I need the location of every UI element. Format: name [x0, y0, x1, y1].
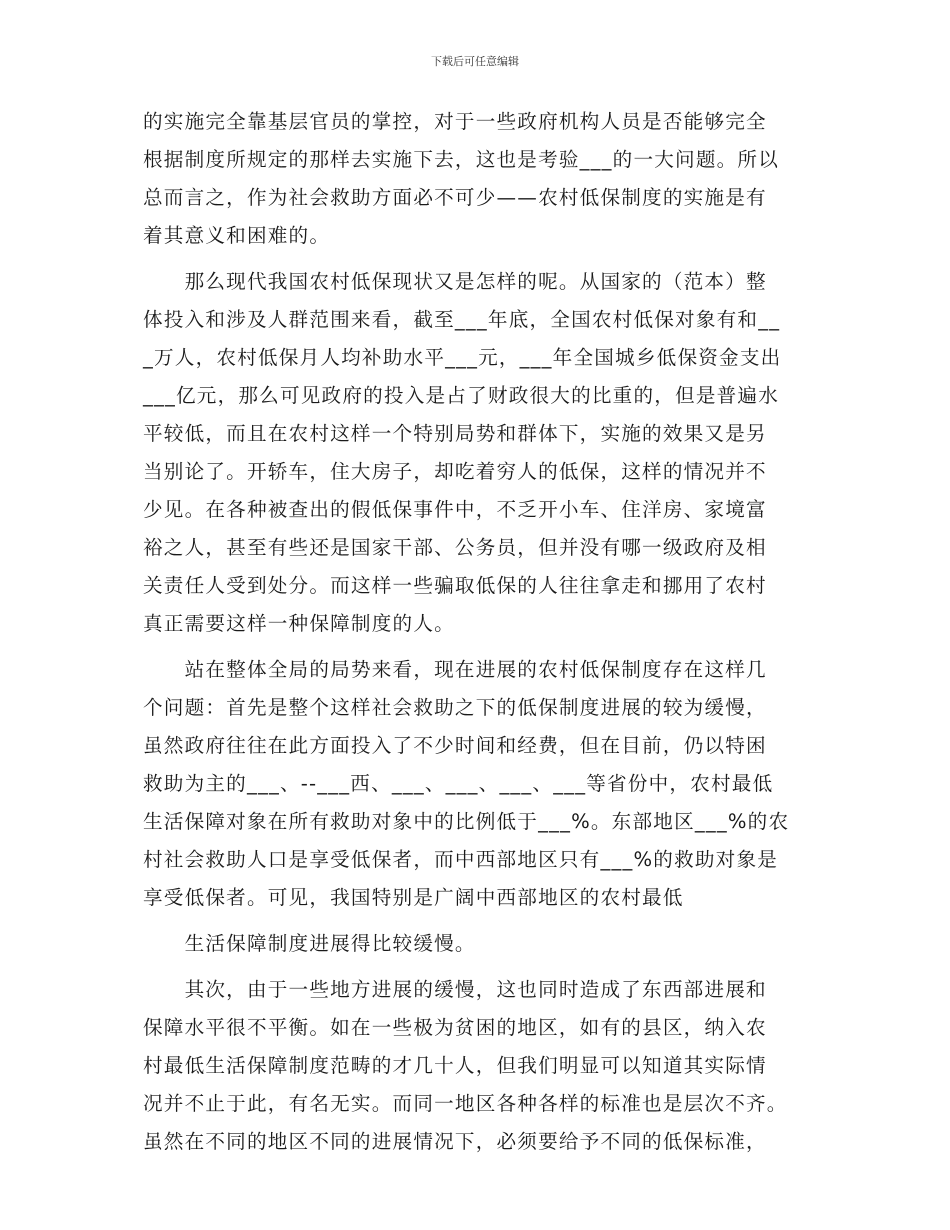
- text-line: 着其意义和困难的。: [143, 224, 331, 247]
- text-line: 保障水平很不平衡。如在一些极为贫困的地区，如有的县区，纳入农: [143, 1016, 767, 1039]
- paragraph-gap: [143, 643, 813, 651]
- text-line: ___亿元，那么可见政府的投入是占了财政很大的比重的，但是普遍水: [143, 384, 780, 407]
- text-line: 救助为主的___、--___西、___、___、___、___等省份中，农村最低: [143, 772, 774, 795]
- text-line: 生活保障制度进展得比较缓慢。: [143, 932, 476, 955]
- text-line: 关责任人受到处分。而这样一些骗取低保的人往往拿走和挪用了农村: [143, 574, 767, 597]
- text-line: 那么现代我国农村低保现状又是怎样的呢。从国家的（范本）整: [143, 270, 767, 293]
- text-line: _万人，农村低保月人均补助水平___元，___年全国城乡低保资金支出: [143, 346, 782, 369]
- page-header-note: 下载后可任意编辑: [431, 55, 519, 68]
- text-line: 裕之人，甚至有些还是国家干部、公务员，但并没有哪一级政府及相: [143, 536, 767, 559]
- text-line: 根据制度所规定的那样去实施下去，这也是考验___的一大问题。所以: [143, 148, 780, 171]
- text-line: 村最低生活保障制度范畴的才几十人，但我们明显可以知道其实际情: [143, 1054, 767, 1077]
- text-line: 享受低保者。可见，我国特别是广阔中西部地区的农村最低: [143, 886, 684, 909]
- text-line: 体投入和涉及人群范围来看，截至___年底，全国农村低保对象有和__: [143, 308, 781, 331]
- text-line: 少见。在各种被查出的假低保事件中，不乏开小车、住洋房、家境富: [143, 498, 767, 521]
- text-line: 个问题：首先是整个这样社会救助之下的低保制度进展的较为缓慢，: [143, 696, 767, 719]
- text-line: 其次，由于一些地方进展的缓慢，这也同时造成了东西部进展和: [143, 978, 767, 1001]
- text-line: 当别论了。开轿车，住大房子，却吃着穷人的低保，这样的情况并不: [143, 460, 767, 483]
- text-line: 村社会救助人口是享受低保者，而中西部地区只有___%的救助对象是: [143, 848, 779, 871]
- text-line: 总而言之，作为社会救助方面必不可少——农村低保制度的实施是有: [143, 186, 767, 209]
- text-line: 平较低，而且在农村这样一个特别局势和群体下，实施的效果又是另: [143, 422, 767, 445]
- paragraph-gap: [143, 255, 813, 263]
- text-line: 况并不止于此，有名无实。而同一地区各种各样的标准也是层次不齐。: [143, 1092, 788, 1115]
- text-line: 虽然政府往往在此方面投入了不少时间和经费，但在目前，仍以特困: [143, 734, 767, 757]
- paragraph-gap: [143, 917, 813, 925]
- paragraph-gap: [143, 963, 813, 971]
- text-line: 真正需要这样一种保障制度的人。: [143, 612, 455, 635]
- document-body: [143, 103, 813, 1161]
- text-line: 的实施完全靠基层官员的掌控，对于一些政府机构人员是否能够完全: [143, 110, 767, 133]
- text-line: 站在整体全局的局势来看，现在进展的农村低保制度存在这样几: [143, 658, 767, 681]
- text-line: 虽然在不同的地区不同的进展情况下，必须要给予不同的低保标准，: [143, 1130, 767, 1153]
- text-line: 生活保障对象在所有救助对象中的比例低于___%。东部地区___%的农: [143, 810, 790, 833]
